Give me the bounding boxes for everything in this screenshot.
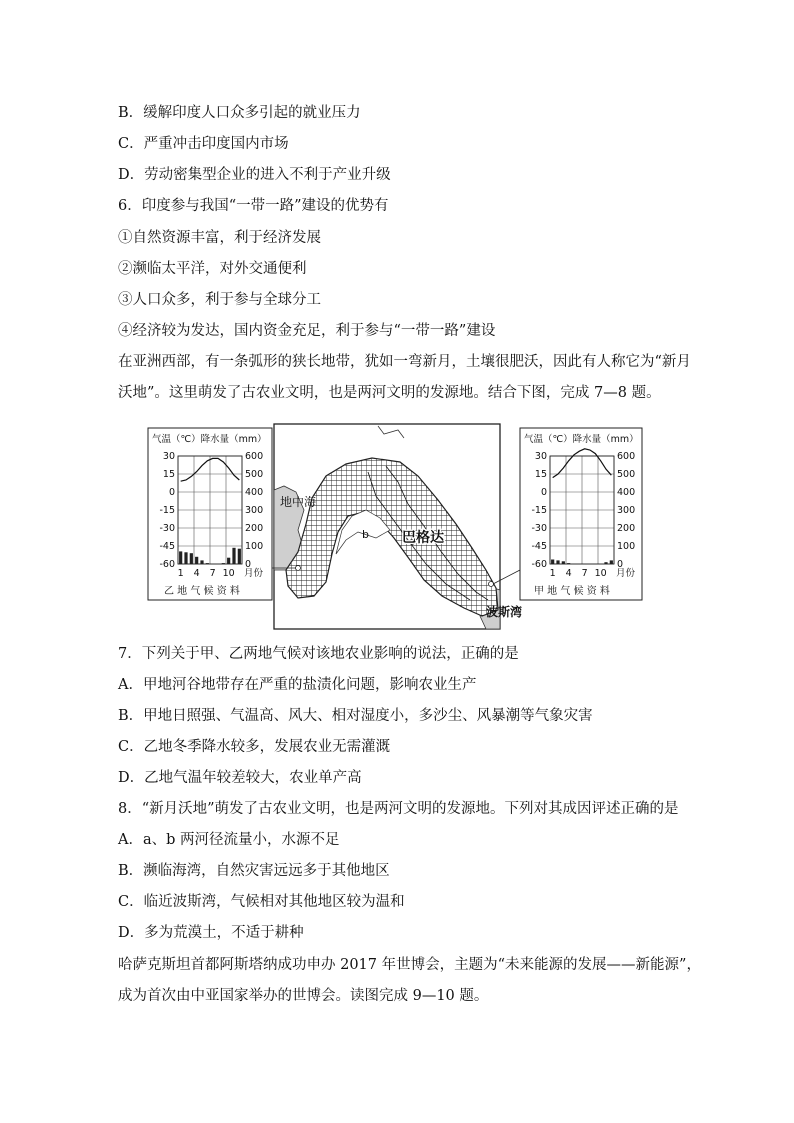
location-yi-dot <box>296 566 301 571</box>
question-8: 8．“新月沃地”萌发了古农业文明，也是两河文明的发源地。下列对其成因评述正确的是 <box>118 801 679 817</box>
yi-precip-tick: 300 <box>245 505 264 516</box>
option-d-q7: D．乙地气温年较差较大，农业单产高 <box>118 770 362 786</box>
jia-precip-tick: 300 <box>617 505 636 516</box>
yi-precip-tick: 100 <box>245 541 264 552</box>
jia-month-tick: 10 <box>594 568 607 579</box>
yi-temp-tick: -15 <box>159 505 175 516</box>
expo-paragraph-line-1: 哈萨克斯坦首都阿斯塔纳成功申办 2017 年世博会，主题为“未来能源的发展——新能源”， <box>118 957 701 973</box>
yi-month-unit: 月份 <box>244 568 264 579</box>
jia-precip-bar <box>610 560 613 564</box>
chart-caption-yi: 乙 地 气 候 资 料 <box>164 586 240 597</box>
yi-precip-tick: 200 <box>245 523 264 534</box>
option-b-q8: B．濒临海湾，自然灾害远远多于其他地区 <box>118 863 390 879</box>
yi-temp-tick: 30 <box>162 451 175 462</box>
intro-paragraph-line-2: 沃地”。这里萌发了古农业文明，也是两河文明的发源地。结合下图，完成 7—8 题。 <box>118 385 661 401</box>
yi-precip-bar <box>184 552 187 564</box>
yi-precip-tick: 500 <box>245 469 264 480</box>
fertile-crescent-figure <box>146 420 646 635</box>
yi-precip-bar <box>238 549 241 564</box>
yi-month-tick: 4 <box>193 568 200 579</box>
jia-temp-tick: -15 <box>531 505 547 516</box>
jia-temp-tick: 30 <box>534 451 547 462</box>
jia-precip-bar <box>556 560 559 564</box>
climate-chart-jia <box>520 428 642 600</box>
question-7: 7．下列关于甲、乙两地气候对该地农业影响的说法，正确的是 <box>118 646 519 662</box>
jia-precip-tick: 400 <box>617 487 636 498</box>
option-a-q8: A．a、b 两河径流量小，水源不足 <box>118 832 340 848</box>
intro-paragraph-line-1: 在亚洲西部，有一条弧形的狭长地带，犹如一弯新月，土壤很肥沃，因此有人称它为“新月 <box>118 354 691 370</box>
option-d-q5: D．劳动密集型企业的进入不利于产业升级 <box>118 167 391 183</box>
jia-precip-tick: 100 <box>617 541 636 552</box>
option-d-q8: D．多为荒漠土，不适于耕种 <box>118 925 304 941</box>
jia-precip-tick: 500 <box>617 469 636 480</box>
question-6: 6．印度参与我国“一带一路”建设的优势有 <box>118 198 389 214</box>
item-3-q6: ③人口众多，利于参与全球分工 <box>118 292 321 308</box>
yi-precip-bar <box>227 558 230 564</box>
option-c-q8: C．临近波斯湾，气候相对其他地区较为温和 <box>118 894 405 910</box>
jia-month-tick: 4 <box>565 568 572 579</box>
item-4-q6: ④经济较为发达，国内资金充足，利于参与“一带一路”建设 <box>118 323 496 339</box>
option-b-q7: B．甲地日照强、气温高、风大、相对湿度小，多沙尘、风暴潮等气象灾害 <box>118 708 593 724</box>
option-a-q7: A．甲地河谷地带存在严重的盐渍化问题，影响农业生产 <box>118 677 477 693</box>
chart-header-yi: 气温（℃）降水量（mm） <box>152 434 267 445</box>
yi-precip-bar <box>190 553 193 564</box>
yi-temp-tick: -30 <box>159 523 175 534</box>
jia-precip-bar <box>562 561 565 564</box>
yi-precip-bar <box>222 563 225 564</box>
option-c-q5: C．严重冲击印度国内市场 <box>118 136 289 152</box>
yi-temp-tick: 0 <box>168 487 175 498</box>
label-baghdad: 巴格达 <box>402 530 444 546</box>
jia-temp-tick: 15 <box>534 469 547 480</box>
option-b-q5: B．缓解印度人口众多引起的就业压力 <box>118 105 361 121</box>
yi-temp-tick: 15 <box>162 469 175 480</box>
jia-temp-tick: -60 <box>531 559 547 570</box>
jia-month-tick: 1 <box>549 568 556 579</box>
jia-temp-tick: -30 <box>531 523 547 534</box>
yi-precip-tick: 400 <box>245 487 264 498</box>
yi-temp-tick: -60 <box>159 559 175 570</box>
item-2-q6: ②濒临太平洋，对外交通便利 <box>118 261 307 277</box>
yi-precip-tick: 0 <box>245 559 252 570</box>
yi-precip-bar <box>206 563 209 564</box>
yi-precip-bar <box>200 560 203 564</box>
label-mediterranean: 地中海 <box>280 495 317 509</box>
climate-chart-yi <box>148 428 272 600</box>
label-river-b: b <box>362 528 369 541</box>
jia-precip-tick: 0 <box>617 559 624 570</box>
yi-temp-tick: -45 <box>159 541 175 552</box>
yi-month-tick: 10 <box>222 568 235 579</box>
jia-month-tick: 7 <box>581 568 588 579</box>
jia-precip-tick: 600 <box>617 451 636 462</box>
yi-month-tick: 7 <box>209 568 216 579</box>
item-1-q6: ①自然资源丰富，利于经济发展 <box>118 230 321 246</box>
expo-paragraph-line-2: 成为首次由中亚国家举办的世博会。读图完成 9—10 题。 <box>118 988 489 1004</box>
yi-precip-bar <box>195 557 198 564</box>
map-panel <box>272 424 522 629</box>
jia-precip-bar <box>551 560 554 565</box>
yi-precip-bar <box>179 551 182 564</box>
yi-precip-tick: 600 <box>245 451 264 462</box>
chart-header-jia: 气温（℃）降水量（mm） <box>524 434 639 445</box>
jia-precip-tick: 200 <box>617 523 636 534</box>
jia-month-unit: 月份 <box>616 568 636 579</box>
jia-precip-bar <box>567 563 570 564</box>
jia-temp-tick: -45 <box>531 541 547 552</box>
yi-precip-bar <box>232 548 235 564</box>
jia-temp-tick: 0 <box>540 487 547 498</box>
chart-caption-jia: 甲 地 气 候 资 料 <box>534 586 610 597</box>
label-persian-gulf: 波斯湾 <box>486 605 523 619</box>
location-jia-dot <box>489 582 494 587</box>
option-c-q7: C．乙地冬季降水较多，发展农业无需灌溉 <box>118 739 391 755</box>
jia-precip-bar <box>604 562 607 564</box>
yi-month-tick: 1 <box>177 568 184 579</box>
